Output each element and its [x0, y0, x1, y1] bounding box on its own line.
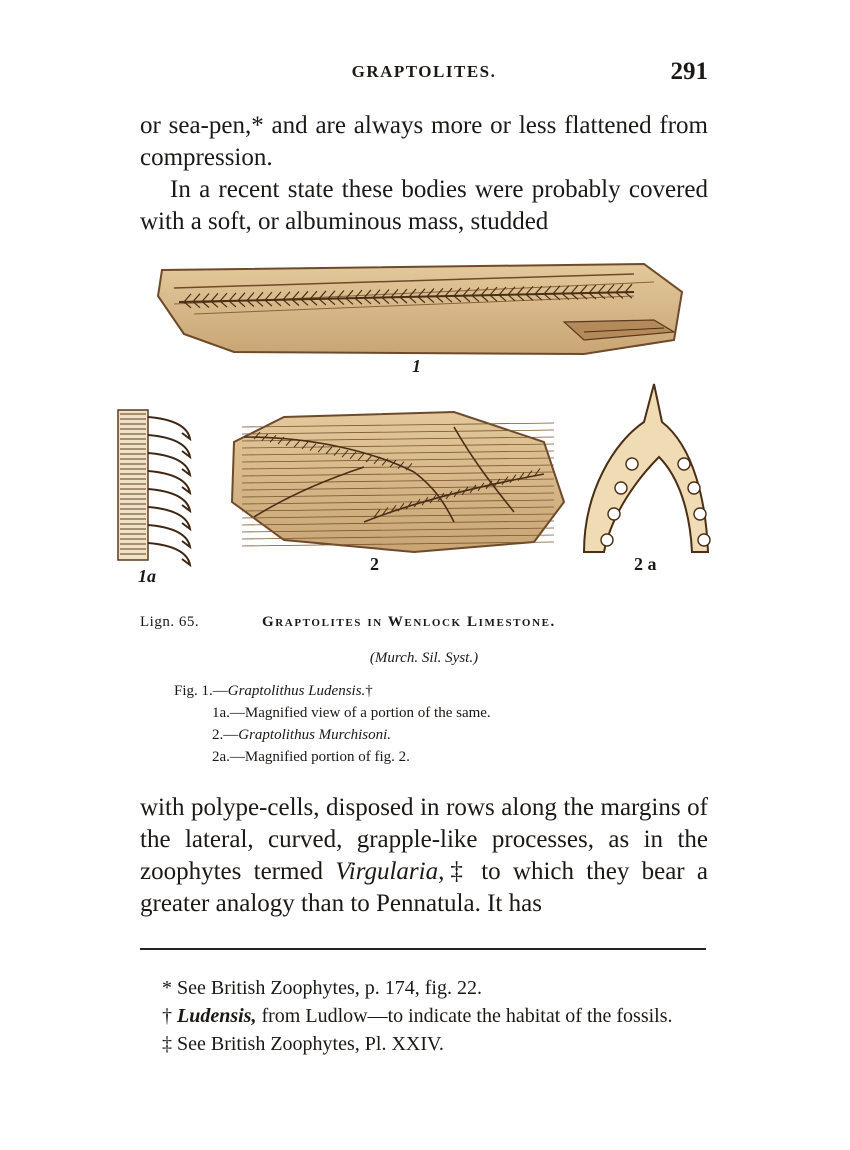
fig2-slab	[232, 412, 564, 552]
fig1a-label: 1a	[138, 566, 156, 586]
polype-text-1: with polype-cells, disposed in rows along the margins of the lateral, curved, grapple-like processes, as in the zoophytes termed	[140, 794, 708, 885]
legend-fig2a: 2a.—Magnified portion of fig. 2.	[212, 749, 410, 765]
virgularia-italic: Virgularia,	[335, 858, 445, 885]
running-header	[140, 58, 708, 88]
paragraph-recent-state: In a recent state these bodies were probably covered with a soft, or albuminous mass, studded	[140, 176, 708, 235]
polype-text-2: to which they bear a greater analogy than to Pennatula. It has	[140, 858, 709, 917]
legend-fig2-name: Graptolithus Murchisoni.	[238, 727, 392, 743]
caption-lign: Lign. 65.	[140, 614, 200, 630]
paragraph-continuation: or sea-pen,* and are always more or less flattened from compression.	[140, 112, 708, 171]
footnote-rule	[140, 948, 706, 950]
paragraph-polype-cells	[140, 792, 708, 920]
legend-fig2-prefix: 2.—	[212, 727, 239, 743]
footnote-1: * See British Zoophytes, p. 174, fig. 22.	[162, 977, 482, 999]
fig1-label: 1	[412, 356, 421, 376]
page-number: 291	[670, 58, 708, 85]
footnote-3: ‡ See British Zoophytes, Pl. XXIV.	[162, 1033, 444, 1055]
legend-fig1	[174, 680, 491, 702]
footnotes	[140, 974, 708, 1058]
fig1-slab	[158, 264, 682, 354]
footnote-2	[140, 1002, 708, 1030]
legend-fig1-prefix: Fig. 1.—	[174, 683, 228, 699]
running-title: GRAPTOLITES.	[351, 62, 497, 81]
legend-fig1a: 1a.—Magnified view of a portion of the same.	[212, 705, 491, 721]
footnote-2-rest: from Ludlow—to indicate the habitat of the fossils.	[256, 1005, 673, 1027]
fig1a-magnified	[118, 410, 190, 565]
upper-text-block	[140, 110, 708, 238]
legend-fig2	[174, 724, 491, 746]
double-dagger-mark: ‡	[444, 858, 469, 885]
engraving-svg	[114, 252, 714, 592]
graptolite-illustration	[114, 252, 714, 592]
fig2-label: 2	[370, 554, 379, 574]
legend-fig1-mark: †	[365, 683, 373, 699]
figure-legend	[174, 680, 491, 768]
footnote-2-italic: Ludensis,	[177, 1005, 257, 1027]
lower-text-block	[140, 792, 708, 920]
caption-title: Graptolites in Wenlock Limestone.	[262, 614, 556, 630]
footnote-2-mark: †	[162, 1005, 177, 1027]
legend-fig1-name: Graptolithus Ludensis.	[227, 683, 366, 699]
fig2a-magnified	[584, 384, 710, 552]
caption-source: (Murch. Sil. Syst.)	[369, 650, 479, 666]
fig2a-label: 2 a	[634, 554, 657, 574]
